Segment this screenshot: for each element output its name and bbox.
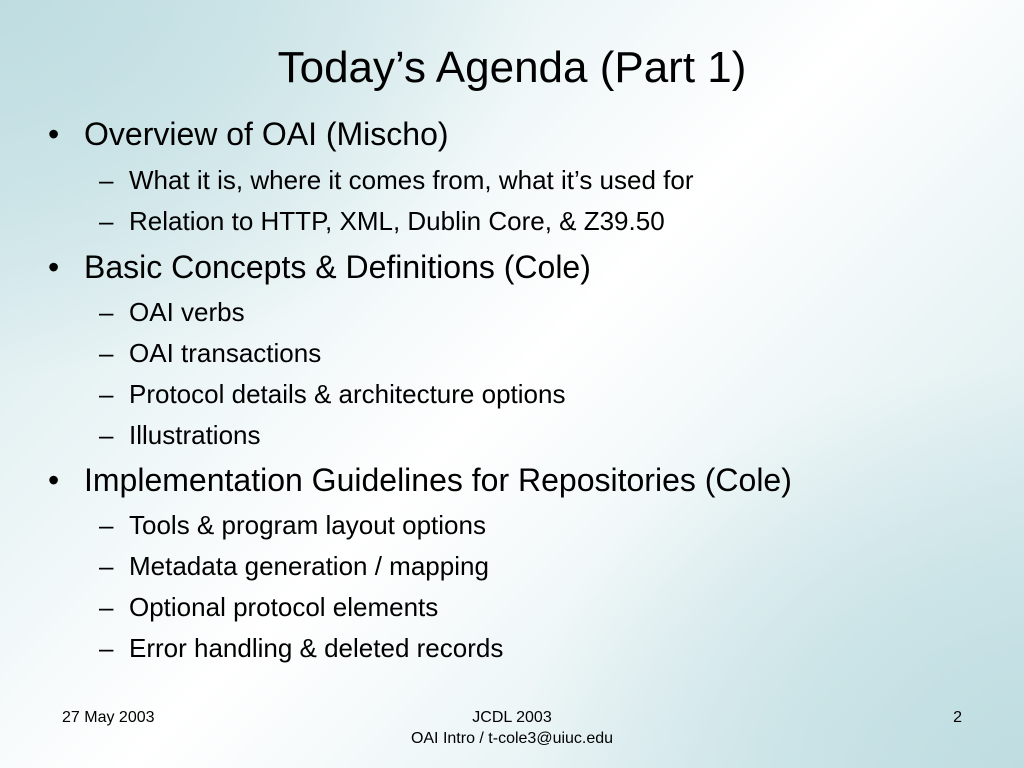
bullet-marker: • — [48, 462, 60, 498]
sub-bullet-marker: – — [99, 338, 114, 368]
page-number: 2 — [953, 709, 962, 726]
bullet-text: Overview of OAI (Mischo) — [84, 116, 449, 152]
sub-bullet-text: OAI verbs — [129, 297, 245, 327]
sub-bullet-marker: – — [99, 165, 114, 195]
sub-bullet-text: Protocol details & architecture options — [129, 379, 566, 409]
sub-bullet-text: OAI transactions — [129, 338, 322, 368]
sub-bullet-text: Optional protocol elements — [129, 592, 439, 622]
footer-conference: JCDL 2003 — [472, 709, 552, 726]
bullet-text: Basic Concepts & Definitions (Cole) — [84, 249, 591, 285]
sub-bullet-text: Metadata generation / mapping — [129, 551, 489, 581]
footer-center — [312, 707, 712, 749]
sub-bullet-text: Error handling & deleted records — [129, 633, 504, 663]
sub-bullet-marker: – — [99, 297, 114, 327]
footer-author-email: OAI Intro / t-cole3@uiuc.edu — [410, 730, 614, 747]
sub-bullet-marker: – — [99, 633, 114, 663]
sub-bullet-marker: – — [99, 592, 114, 622]
sub-bullet-text: Relation to HTTP, XML, Dublin Core, & Z39.50 — [129, 206, 665, 236]
slide-title: Today’s Agenda (Part 1) — [277, 43, 747, 92]
sub-bullet-marker: – — [99, 510, 114, 540]
sub-bullet-marker: – — [99, 379, 114, 409]
sub-bullet-marker: – — [99, 420, 114, 450]
sub-bullet-marker: – — [99, 551, 114, 581]
sub-bullet-text: What it is, where it comes from, what it’s used for — [129, 165, 694, 195]
bullet-marker: • — [48, 249, 60, 285]
sub-bullet-text: Tools & program layout options — [129, 510, 486, 540]
sub-bullet-text: Illustrations — [129, 420, 261, 450]
sub-bullet-marker: – — [99, 206, 114, 236]
bullet-marker: • — [48, 116, 60, 152]
bullet-text: Implementation Guidelines for Repositories (Cole) — [84, 462, 792, 498]
footer-date: 27 May 2003 — [62, 709, 155, 726]
